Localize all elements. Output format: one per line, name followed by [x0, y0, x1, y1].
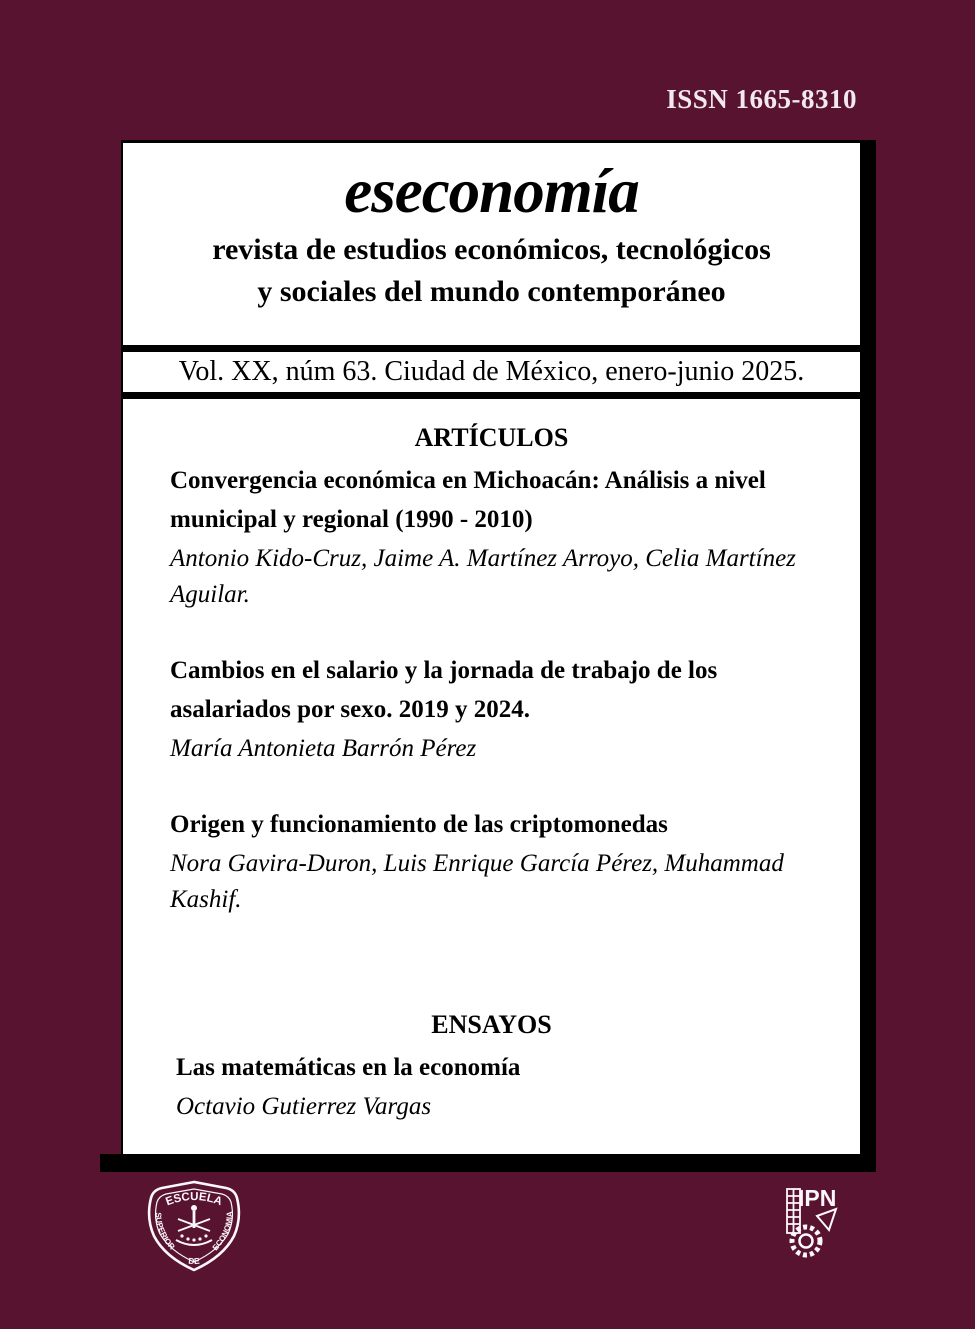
essay-title: Las matemáticas en la economía: [176, 1054, 521, 1081]
article-authors: Nora Gavira-Duron, Luis Enrique García Pérez, Muhammad Kashif.: [170, 850, 784, 913]
volume-issue-band: Vol. XX, núm 63. Ciudad de México, enero-junio 2025.: [123, 345, 860, 399]
article-authors: Antonio Kido-Cruz, Jaime A. Martínez Arroyo, Celia Martínez Aguilar.: [170, 545, 796, 608]
issn-number: ISSN 1665-8310: [666, 84, 857, 114]
essay-authors: Octavio Gutierrez Vargas: [176, 1093, 432, 1120]
table-of-contents: [123, 423, 860, 1125]
article-title: Origen y funcionamiento de las criptomonedas: [170, 811, 668, 838]
journal-subtitle: [123, 229, 860, 313]
panel-bottom-accent-bar: [100, 1154, 876, 1172]
article-title: Convergencia económica en Michoacán: Análisis a nivel municipal y regional (1990 - 2010): [170, 467, 766, 533]
shield-dots: [180, 1234, 207, 1241]
shield-text-top: ESCUELA: [164, 1190, 224, 1209]
journal-title: eseconomía: [344, 156, 639, 226]
section-heading-articulos: ARTÍCULOS: [414, 423, 569, 452]
ipn-banner: [817, 1209, 836, 1230]
article-entry: [170, 461, 813, 613]
shield-text-right: ECONOMIA: [210, 1211, 235, 1253]
shield-flame: [191, 1205, 197, 1211]
section-heading-ensayos: ENSAYOS: [431, 1010, 552, 1039]
article-authors: María Antonieta Barrón Pérez: [170, 735, 477, 762]
cover-panel: [121, 140, 860, 1154]
ipn-logo: [784, 1180, 842, 1266]
ipn-gear: [792, 1227, 820, 1255]
article-entry: [170, 805, 813, 918]
essay-entry: [170, 1048, 813, 1125]
ipn-letters: IPN: [798, 1185, 837, 1211]
panel-right-accent-bar: [860, 140, 876, 1172]
escuela-superior-economia-shield-logo: [140, 1178, 248, 1274]
article-entry: [170, 651, 813, 767]
shield-text-left: SUPERIOR: [153, 1212, 177, 1252]
article-title: Cambios en el salario y la jornada de trabajo de los asalariados por sexo. 2019 y 2024.: [170, 657, 718, 723]
journal-subtitle-line2: y sociales del mundo contemporáneo: [257, 275, 726, 308]
shield-text-bottom: DE: [187, 1255, 201, 1267]
journal-subtitle-line1: revista de estudios económicos, tecnológicos: [212, 233, 771, 266]
